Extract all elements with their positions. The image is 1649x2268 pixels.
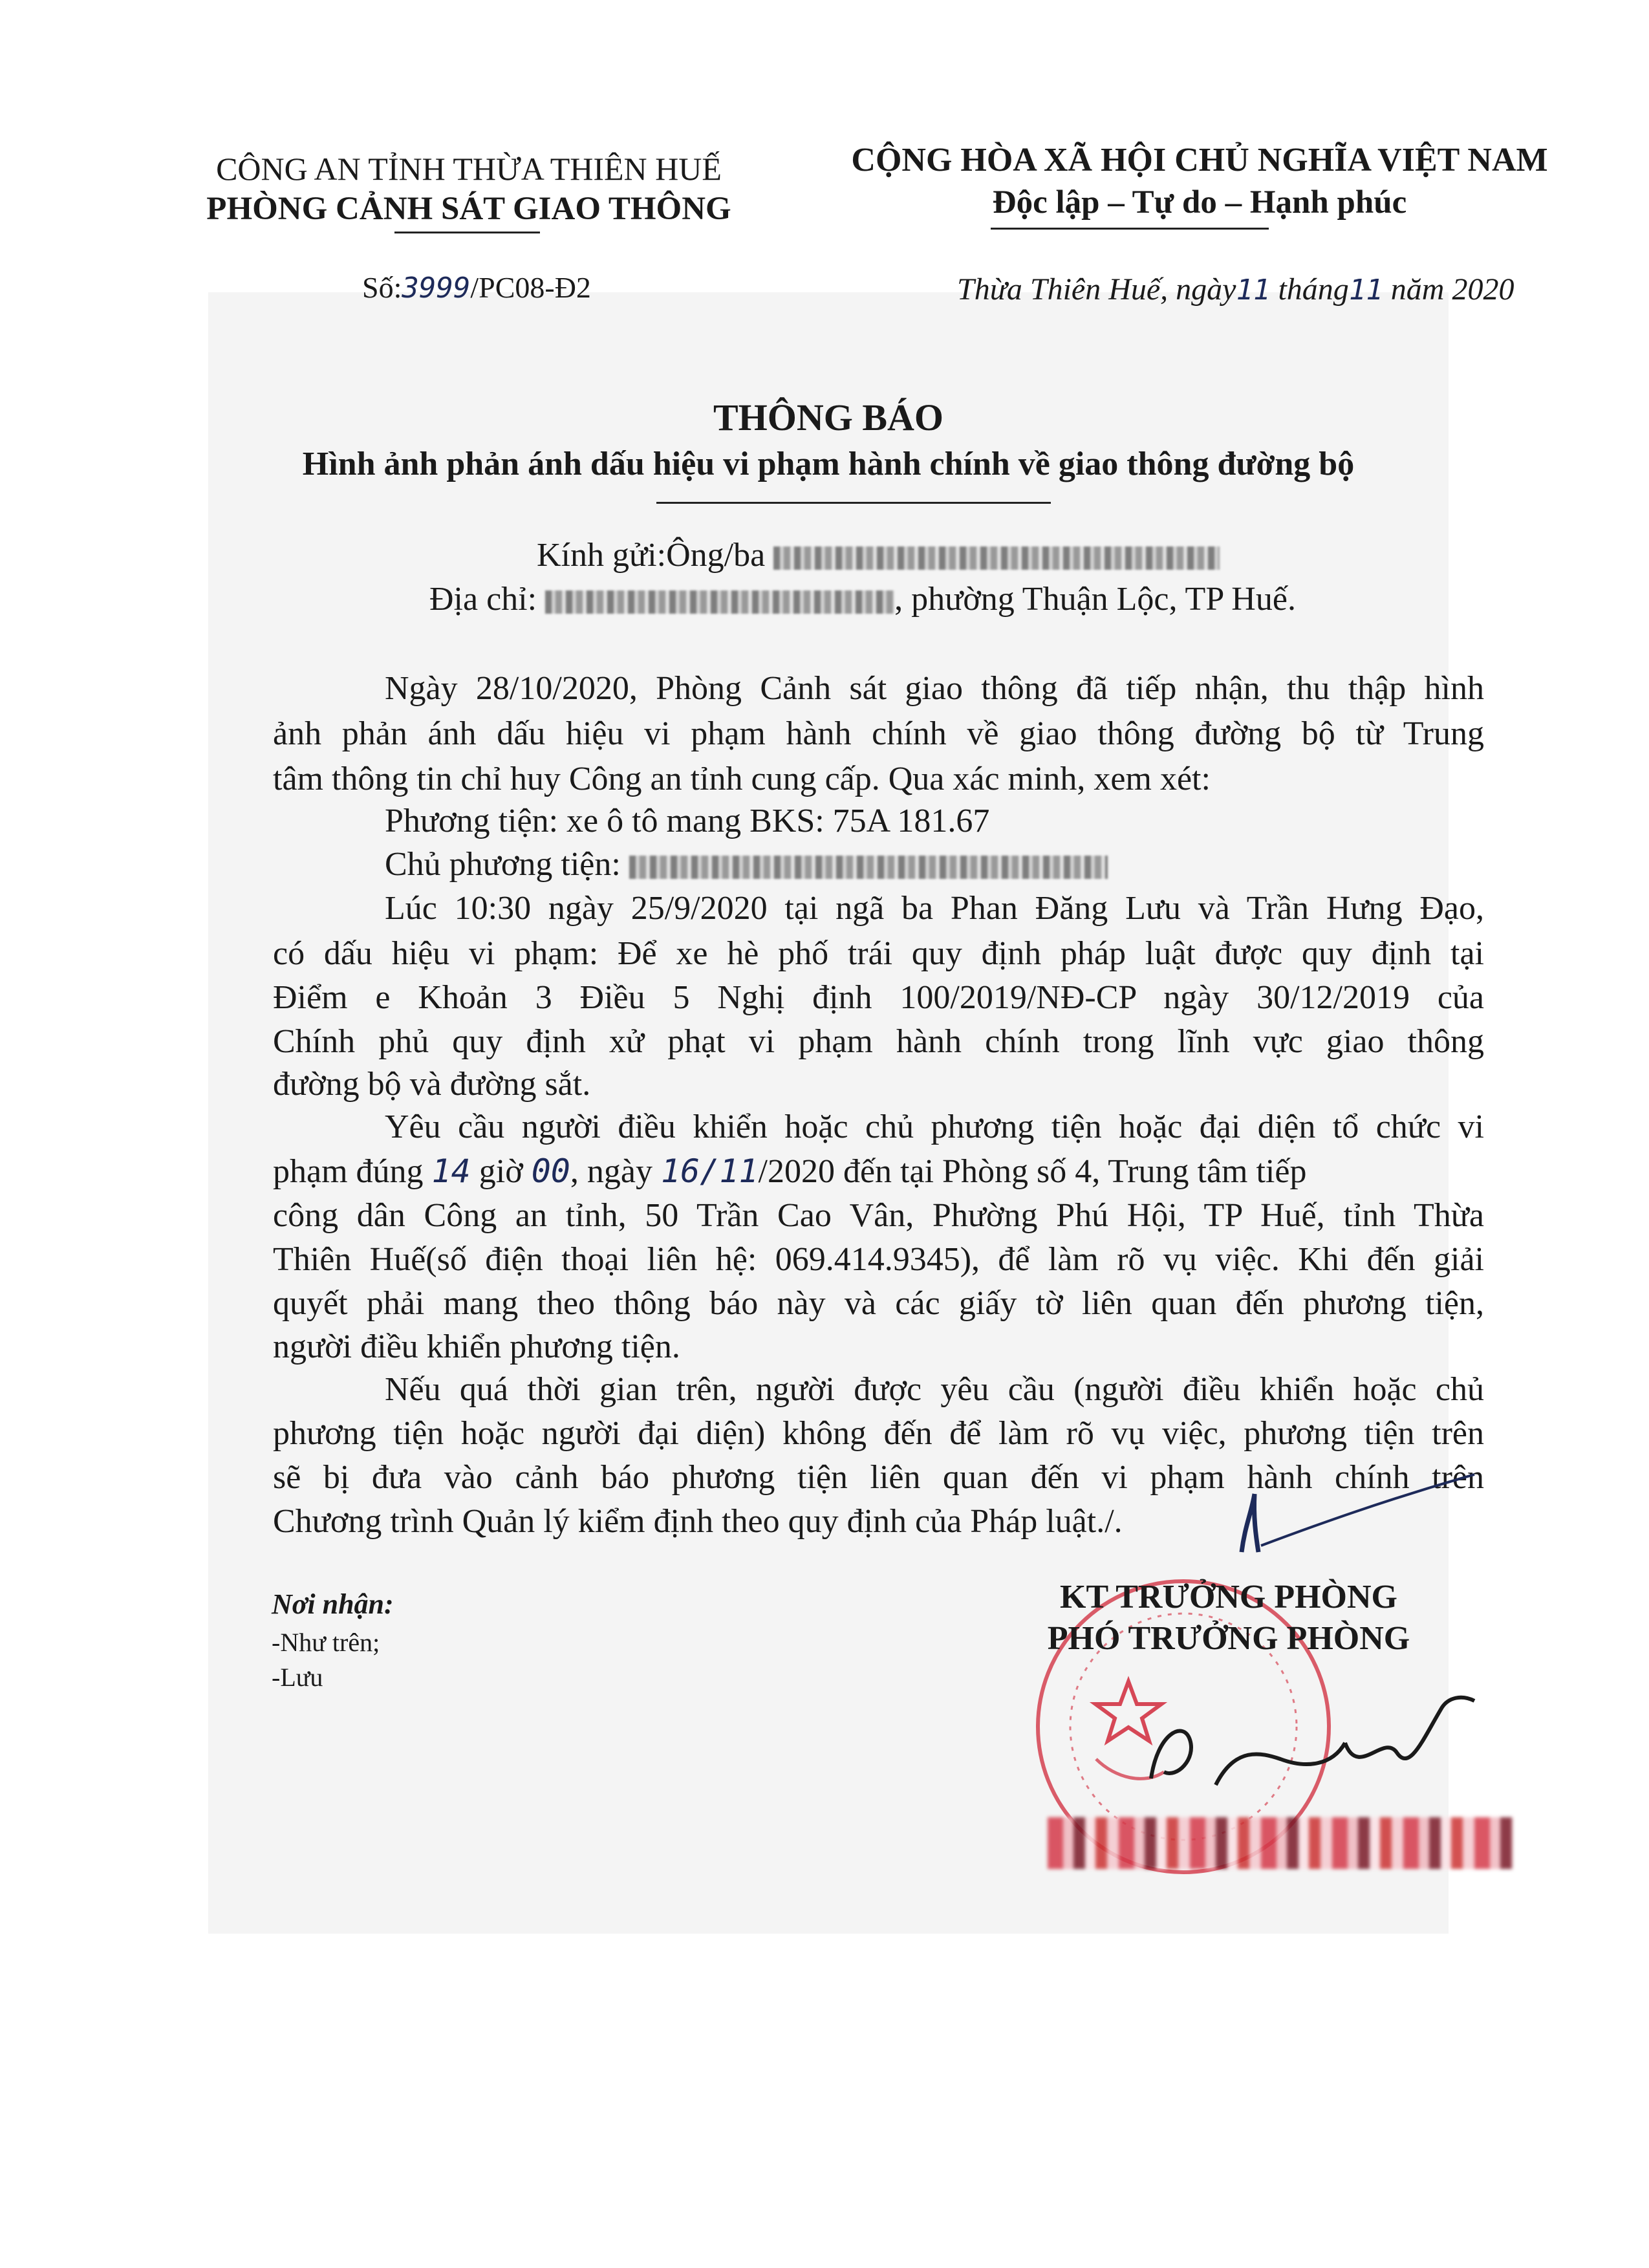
agency-name: PHÒNG CẢNH SÁT GIAO THÔNG	[206, 191, 731, 227]
redacted-signer-name	[1048, 1817, 1513, 1869]
vehicle-owner-line	[385, 842, 1108, 887]
paragraph-4-line-3: sẽ bị đưa vào cảnh báo phương tiện liên quan đến vi phạm hành chính trên	[273, 1459, 1484, 1496]
appointment-text-a: phạm đúng	[273, 1153, 424, 1190]
vehicle-owner-label: Chủ phương tiện:	[385, 846, 621, 883]
appointment-hour-handwritten: 14	[431, 1152, 471, 1190]
paragraph-4-line-1: Nếu quá thời gian trên, người được yêu cầu (người điều khiển hoặc chủ	[385, 1371, 1484, 1408]
paragraph-2-line-2: có dấu hiệu vi phạm: Để xe hè phố trái quy định pháp luật được quy định tại	[273, 935, 1484, 972]
paragraph-2-line-3: Điểm e Khoản 3 Điều 5 Nghị định 100/2019/NĐ-CP ngày 30/12/2019 của	[273, 979, 1484, 1016]
paragraph-2-line-5: đường bộ và đường sắt.	[273, 1066, 591, 1103]
appointment-date-handwritten: 16/11	[661, 1152, 759, 1190]
appointment-text-c: , ngày	[570, 1153, 653, 1190]
motto-underline	[991, 228, 1269, 230]
paragraph-3-line-5: quyết phải mang theo thông báo này và các giấy tờ liên quan đến phương tiện,	[273, 1285, 1484, 1322]
paragraph-4-line-4: Chương trình Quản lý kiểm định theo quy định của Pháp luật./.	[273, 1503, 1123, 1540]
paragraph-1-line-1: Ngày 28/10/2020, Phòng Cảnh sát giao thông đã tiếp nhận, thu thập hình	[385, 670, 1484, 707]
initials-mark	[1216, 1455, 1487, 1559]
recipient-label: Kính gửi:Ông/ba	[537, 537, 766, 574]
paragraph-4-line-2: phương tiện hoặc người đại diện) không đến để làm rõ vụ việc, phương tiện trên	[273, 1415, 1484, 1452]
redacted-street-address	[545, 590, 894, 614]
vehicle-plate-line: Phương tiện: xe ô tô mang BKS: 75A 181.67	[385, 803, 990, 839]
national-title: CỘNG HÒA XÃ HỘI CHỦ NGHĨA VIỆT NAM	[851, 142, 1548, 178]
paragraph-3-line-6: người điều khiển phương tiện.	[273, 1328, 680, 1365]
date-place: Thừa Thiên Huế, ngày	[957, 272, 1236, 307]
date-month-handwritten: 11	[1348, 274, 1383, 307]
title-underline	[656, 502, 1051, 504]
paragraph-1-line-3: tâm thông tin chỉ huy Công an tỉnh cung cấp. Qua xác minh, xem xét:	[273, 761, 1211, 797]
doc-number-handwritten: 3999	[402, 272, 471, 305]
handwritten-signature	[1138, 1681, 1500, 1824]
recipients-label: Nơi nhận:	[272, 1588, 394, 1620]
paragraph-3-line-2	[273, 1149, 1306, 1194]
document-subtitle: Hình ảnh phản ánh dấu hiệu vi phạm hành chính về giao thông đường bộ	[302, 446, 1355, 482]
redacted-owner-name	[629, 856, 1108, 879]
appointment-text-d: /2020 đến tại Phòng số 4, Trung tâm tiếp	[758, 1153, 1307, 1190]
address-line	[429, 577, 1296, 622]
agency-parent-name: CÔNG AN TỈNH THỪA THIÊN HUẾ	[216, 151, 722, 187]
date-day-handwritten: 11	[1236, 274, 1271, 307]
appointment-text-b: giờ	[479, 1153, 523, 1190]
paragraph-3-line-1: Yêu cầu người điều khiển hoặc chủ phương tiện hoặc đại diện tổ chức vi	[385, 1108, 1484, 1145]
signatory-title-line-1: KT TRƯỞNG PHÒNG	[1060, 1579, 1397, 1615]
recipient-item: -Lưu	[272, 1663, 323, 1692]
paragraph-3-line-3: công dân Công an tỉnh, 50 Trần Cao Vân, Phường Phú Hội, TP Huế, tỉnh Thừa	[273, 1197, 1484, 1234]
national-motto: Độc lập – Tự do – Hạnh phúc	[992, 184, 1407, 221]
recipient-line	[537, 533, 1220, 578]
document-date	[957, 272, 1514, 307]
agency-underline	[394, 232, 540, 233]
date-month-label: tháng	[1278, 272, 1349, 307]
doc-number-suffix: /PC08-Đ2	[470, 271, 591, 304]
doc-number-prefix: Số:	[362, 271, 402, 304]
appointment-minute-handwritten: 00	[531, 1152, 570, 1190]
document-number	[362, 270, 591, 305]
address-tail: , phường Thuận Lộc, TP Huế.	[894, 581, 1296, 618]
paragraph-2-line-1: Lúc 10:30 ngày 25/9/2020 tại ngã ba Phan Đăng Lưu và Trần Hưng Đạo,	[385, 890, 1484, 927]
recipient-item: -Như trên;	[272, 1628, 380, 1657]
address-label: Địa chỉ:	[429, 581, 537, 618]
redacted-recipient-name	[773, 546, 1220, 570]
signatory-title-line-2: PHÓ TRƯỞNG PHÒNG	[1047, 1620, 1410, 1657]
paragraph-1-line-2: ảnh phản ánh dấu hiệu vi phạm hành chính về giao thông đường bộ từ Trung	[273, 715, 1484, 752]
paragraph-2-line-4: Chính phủ quy định xử phạt vi phạm hành chính trong lĩnh vực giao thông	[273, 1023, 1484, 1060]
document-title: THÔNG BÁO	[713, 396, 944, 438]
date-year: năm 2020	[1390, 272, 1514, 307]
paragraph-3-line-4: Thiên Huế(số điện thoại liên hệ: 069.414.9345), để làm rõ vụ việc. Khi đến giải	[273, 1241, 1484, 1278]
